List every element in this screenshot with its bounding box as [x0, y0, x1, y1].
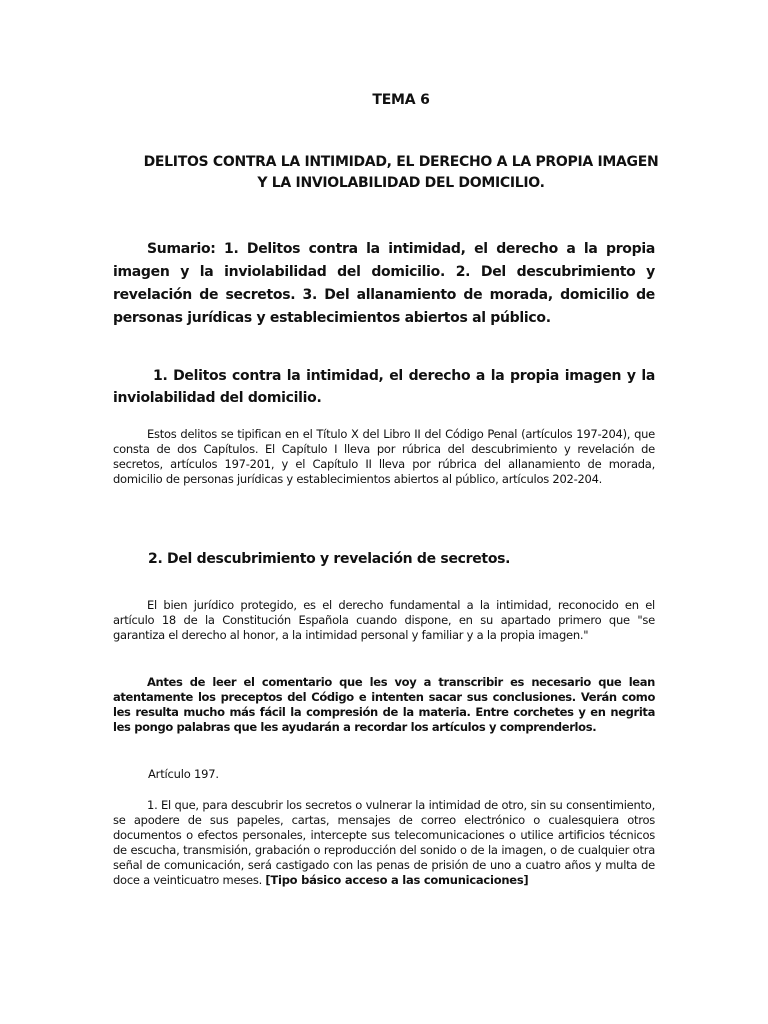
reading-note-paragraph: Antes de leer el comentario que les voy a transcribir es necesario que lean atentamente los preceptos del Código e intenten sacar sus conclusiones. Verán como les resulta mucho más fácil la compresión de la materia. Entre corchetes y en negrita les pongo palabras que les ayudarán a recordar los artículos y comprenderlos.: [113, 675, 655, 734]
section-2-paragraph: El bien jurídico protegido, es el derecho fundamental a la intimidad, reconocido en el artículo 18 de la Constitución Española cuando dispone, en su apartado primero que "se garantiza el derecho al honor, a la intimidad personal y familiar y a la propia imagen.": [113, 598, 655, 642]
article-197-tag: [Tipo básico acceso a las comunicaciones]: [265, 873, 529, 887]
article-197-text: 1. El que, para descubrir los secretos o vulnerar la intimidad de otro, sin su consentimiento, se apodere de sus papeles, cartas, mensajes de correo electrónico o cualesquiera otros documentos o efectos personales, intercepte sus telecomunicaciones o utilice artificios técnicos de escucha, transmisión, grabación o reproducción del sonido o de la imagen, o de cualquier otra señal de comunicación, será castigado con las penas de prisión de uno a cuatro años y multa de doce a veinticuatro meses.: [113, 798, 655, 887]
summary-paragraph: Sumario: 1. Delitos contra la intimidad, el derecho a la propia imagen y la inviolabilidad del domicilio. 2. Del descubrimiento y revelación de secretos. 3. Del allanamiento de morada, domicilio de personas jurídicas y establecimientos abiertos al público.: [113, 241, 655, 326]
section-1-heading: 1. Delitos contra la intimidad, el derecho a la propia imagen y la inviolabilidad del domicilio.: [113, 368, 655, 406]
section-1-paragraph: Estos delitos se tipifican en el Título X del Libro II del Código Penal (artículos 197-204), que consta de dos Capítulos. El Capítulo I lleva por rúbrica del descubrimiento y revelación de secretos, artículos 197-201, y el Capítulo II lleva por rúbrica del allanamiento de morada, domicilio de personas jurídicas y establecimientos abiertos al público, artículos 202-204.: [113, 427, 655, 486]
topic-number: TEMA 6: [372, 92, 430, 108]
article-197-label: Artículo 197.: [148, 767, 219, 781]
document-title: DELITOS CONTRA LA INTIMIDAD, EL DERECHO A LA PROPIA IMAGEN Y LA INVIOLABILIDAD DEL DOMICILIO.: [143, 154, 659, 191]
section-2-heading: 2. Del descubrimiento y revelación de secretos.: [148, 551, 511, 567]
article-197-paragraph: [113, 798, 655, 888]
